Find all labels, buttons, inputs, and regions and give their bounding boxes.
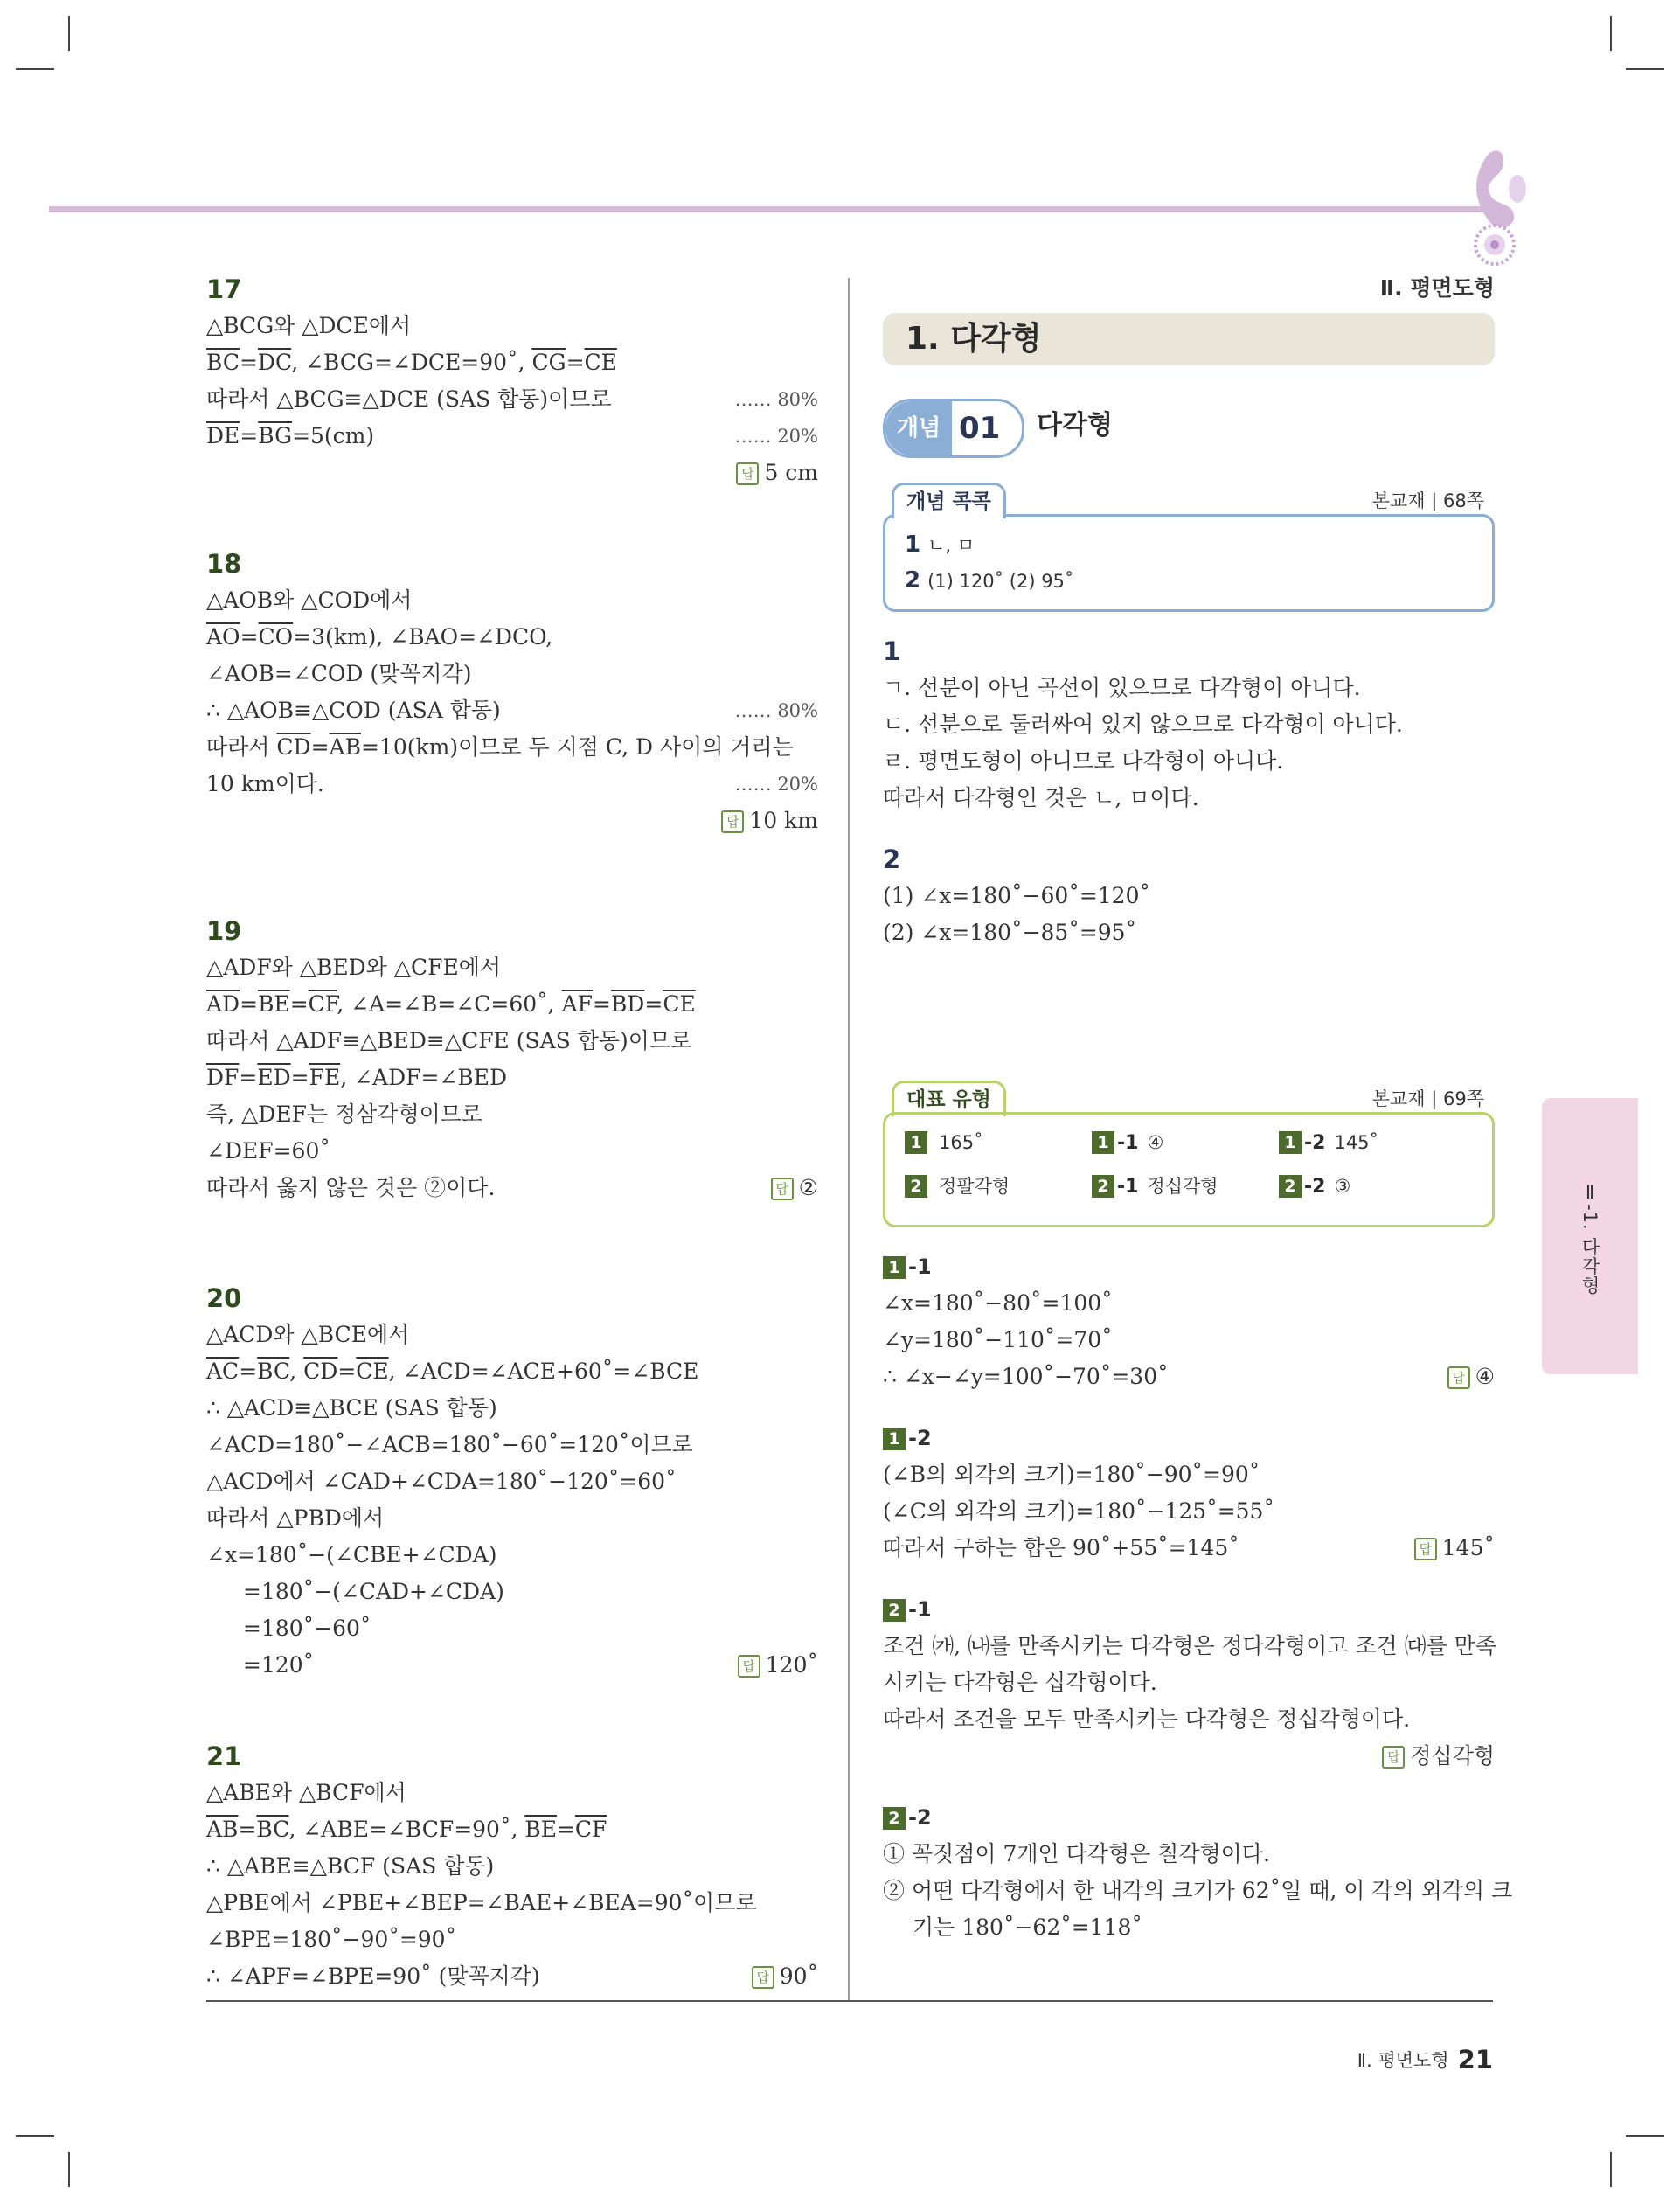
text-line: ∴ ∠APF=∠BPE=90˚ (맞꼭지각) 답 90˚: [206, 1958, 818, 1995]
crop-mark: [1626, 2135, 1664, 2137]
problem-number: 19: [206, 916, 242, 946]
number-badge-icon: 2: [883, 1807, 906, 1830]
answer: 답 ④: [1447, 1359, 1495, 1395]
text-line: =180˚−(∠CAD+∠CDA): [243, 1579, 504, 1604]
text-line: =180˚−60˚: [243, 1616, 371, 1641]
answer-badge-icon: 답: [1414, 1538, 1437, 1560]
text-line: 즉, △DEF는 정삼각형이므로: [206, 1102, 483, 1127]
crop-mark: [1610, 16, 1612, 51]
text-line: 조건 ㈎, ㈏를 만족시키는 다각형은 정다각형이고 조건 ㈐를 만족: [883, 1633, 1496, 1658]
problem-number: 20: [206, 1283, 242, 1313]
concept-label: 개념: [885, 401, 952, 455]
answer: 답 90˚: [752, 1958, 818, 1995]
concept-header: [883, 399, 1495, 456]
concept-badge: [883, 399, 1024, 458]
text-line: $\overline{BC}=\overline{DC}$, ∠BCG=∠DCE=90˚, $\overline{CG}=\overline{CE}$: [206, 350, 617, 375]
text-line: 따라서 $\overline{CD}=\overline{AB}=10(km)$이므로 두 지점 C, D 사이의 거리는: [206, 734, 794, 760]
answer-badge-icon: 답: [736, 462, 759, 485]
text-line: $\overline{DE}=\overline{BG}=5(cm)$ …… 20%: [206, 418, 818, 455]
text-line: (∠C의 외각의 크기)=180˚−125˚=55˚: [883, 1498, 1274, 1524]
text-line: 따라서 △PBD에서: [206, 1505, 385, 1531]
text-line: ㄹ. 평면도형이 아니므로 다각형이 아니다.: [883, 748, 1284, 774]
crop-mark: [16, 68, 54, 70]
text-line: ① 꼭짓점이 7개인 다각형은 칠각형이다.: [883, 1841, 1270, 1866]
text-line: ∴ △ABE≡△BCF (SAS 합동): [206, 1853, 495, 1879]
explanation-2: [883, 841, 1495, 951]
section-title: 1. 다각형: [883, 313, 1495, 365]
text-line: ∠BPE=180˚−90˚=90˚: [206, 1927, 457, 1952]
answer-badge-icon: 답: [1382, 1746, 1405, 1769]
answer-badge-icon: 답: [738, 1655, 760, 1678]
flower-ornament-icon: [1460, 140, 1530, 271]
type-answer: 1 -1 ④: [1092, 1127, 1163, 1159]
solution-18: [206, 546, 818, 839]
text-line: $\overline{AC}=\overline{BC}$, $\overline{CD}=\overline{CE}$, ∠ACD=∠ACE+60˚=∠BCE: [206, 1359, 699, 1384]
header-rule: [49, 206, 1500, 212]
text-line: ㄱ. 선분이 아닌 곡선이 있으므로 다각형이 아니다.: [883, 675, 1361, 700]
type-label: 2 -2: [883, 1799, 1495, 1836]
page-number: 21: [1457, 2045, 1493, 2074]
type-box-tab: 대표 유형: [892, 1081, 1006, 1116]
answer-badge-icon: 답: [721, 810, 744, 833]
text-line: 따라서 옳지 않은 것은 ②이다. 답 ②: [206, 1170, 818, 1206]
text-line: △AOB와 △COD에서: [206, 587, 413, 613]
side-tab-label: Ⅱ-1. 다각형: [1579, 1182, 1600, 1296]
page-footer: [1357, 2042, 1493, 2078]
text-line: $\overline{AB}=\overline{BC}$, ∠ABE=∠BCF=90˚, $\overline{BE}=\overline{CF}$: [206, 1817, 607, 1842]
type-answer: 1 165˚: [905, 1127, 983, 1159]
crop-mark: [1626, 68, 1664, 70]
text-line: ∴ △ACD≡△BCE (SAS 합동): [206, 1395, 497, 1421]
score-percent: …… 20%: [734, 426, 818, 447]
text-line: △PBE에서 ∠PBE+∠BEP=∠BAE+∠BEA=90˚이므로: [206, 1890, 757, 1915]
number-badge-icon: 1: [1092, 1131, 1114, 1154]
text-line: ∠x=180˚−(∠CBE+∠CDA): [206, 1542, 497, 1567]
type-answer-box: [883, 1112, 1495, 1227]
text-line: △ACD와 △BCE에서: [206, 1322, 410, 1347]
number-badge-icon: 1: [905, 1131, 927, 1154]
number-badge-icon: 1: [1279, 1131, 1302, 1154]
answer: 답 5 cm: [206, 455, 818, 491]
text-line: 따라서 △ADF≡△BED≡△CFE (SAS 합동)이므로: [206, 1028, 692, 1053]
text-line: (∠B의 외각의 크기)=180˚−90˚=90˚: [883, 1462, 1260, 1487]
concept-title: 다각형: [1037, 410, 1113, 441]
concept-box-header: [883, 483, 1495, 516]
left-column: [206, 271, 818, 1995]
box-row: 1 ㄴ, ㅁ: [905, 532, 975, 558]
solution-21: [206, 1738, 818, 1995]
text-line: ∠DEF=60˚: [206, 1138, 330, 1164]
text-line: 따라서 다각형인 것은 ㄴ, ㅁ이다.: [883, 785, 1199, 810]
type-label: 2 -1: [883, 1591, 1495, 1628]
textbook-reference: 본교재 | 68쪽: [1371, 490, 1484, 511]
type-solution-1-2: [883, 1420, 1495, 1567]
answer-badge-icon: 답: [771, 1178, 794, 1200]
text-line: 따라서 △BCG≡△DCE (SAS 합동)이므로 …… 80%: [206, 381, 818, 418]
chapter-side-tab: [1542, 1098, 1638, 1374]
text-line: (2) ∠x=180˚−85˚=95˚: [883, 920, 1137, 945]
crop-mark: [68, 2152, 70, 2187]
solution-20: [206, 1280, 818, 1684]
text-line: △BCG와 △DCE에서: [206, 313, 412, 338]
chapter-tag: Ⅱ. 평면도형: [1379, 275, 1495, 301]
text-line: $\overline{AD}=\overline{BE}=\overline{CF}$, ∠A=∠B=∠C=60˚, $\overline{AF}=\overline{BD}=\overline{CE}$: [206, 991, 696, 1017]
footer-rule: [206, 2000, 1493, 2002]
solution-17: [206, 271, 818, 491]
score-percent: …… 80%: [734, 700, 818, 721]
text-line: 따라서 구하는 합은 90˚+55˚=145˚ 답 145˚: [883, 1530, 1495, 1567]
text-line: =120˚ 답 120˚: [206, 1647, 818, 1684]
text-line: $\overline{AO}=\overline{CO}=3(km)$, ∠BAO=∠DCO,: [206, 624, 553, 650]
text-line: $\overline{DF}=\overline{ED}=\overline{FE}$, ∠ADF=∠BED: [206, 1065, 508, 1090]
problem-number: 2: [883, 844, 901, 874]
text-line: ∠AOB=∠COD (맞꼭지각): [206, 661, 472, 686]
text-line: ∠y=180˚−110˚=70˚: [883, 1327, 1113, 1352]
problem-number: 17: [206, 275, 242, 304]
problem-number: 21: [206, 1741, 242, 1771]
answer: 답 10 km: [206, 803, 818, 839]
text-line: 10 km이다. …… 20%: [206, 766, 818, 803]
score-percent: …… 20%: [734, 774, 818, 795]
number-badge-icon: 2: [1279, 1175, 1302, 1198]
footer-chapter: Ⅱ. 평면도형: [1357, 2050, 1449, 2071]
text-line: △ADF와 △BED와 △CFE에서: [206, 955, 502, 980]
number-badge-icon: 1: [883, 1428, 906, 1450]
solution-19: [206, 913, 818, 1206]
column-divider: [848, 278, 850, 2000]
number-badge-icon: 2: [905, 1175, 927, 1198]
type-box-header: [883, 1081, 1495, 1114]
text-line: ∠x=180˚−80˚=100˚: [883, 1290, 1113, 1316]
type-solution-2-1: [883, 1591, 1495, 1775]
answer: 답 145˚: [1414, 1530, 1495, 1567]
textbook-reference: 본교재 | 69쪽: [1371, 1088, 1484, 1109]
text-line: 시키는 다각형은 십각형이다.: [883, 1670, 1157, 1695]
box-row: 2 (1) 120˚ (2) 95˚: [905, 567, 1074, 594]
number-badge-icon: 1: [883, 1256, 906, 1279]
crop-mark: [1610, 2152, 1612, 2187]
number-badge-icon: 2: [883, 1599, 906, 1622]
type-answer: 1 -2 145˚: [1279, 1127, 1378, 1159]
explanation-1: [883, 633, 1495, 817]
answer: 답 정십각형: [883, 1738, 1495, 1775]
type-label: 1 -1: [883, 1248, 1495, 1285]
concept-answer-box: [883, 514, 1495, 612]
score-percent: …… 80%: [734, 389, 818, 410]
text-line: △ABE와 △BCF에서: [206, 1780, 406, 1805]
text-line: 따라서 조건을 모두 만족시키는 다각형은 정십각형이다.: [883, 1706, 1411, 1732]
text-line: ㄷ. 선분으로 둘러싸여 있지 않으므로 다각형이 아니다.: [883, 712, 1403, 737]
type-label: 1 -2: [883, 1420, 1495, 1456]
text-line: △ACD에서 ∠CAD+∠CDA=180˚−120˚=60˚: [206, 1469, 677, 1494]
text-line: ② 어떤 다각형에서 한 내각의 크기가 62˚일 때, 이 각의 외각의 크: [883, 1878, 1513, 1903]
text-line: ∴ △AOB≡△COD (ASA 합동) …… 80%: [206, 692, 818, 729]
concept-number: 01: [959, 411, 1001, 446]
number-badge-icon: 2: [1092, 1175, 1114, 1198]
text-line: 기는 180˚−62˚=118˚: [913, 1915, 1142, 1940]
crop-mark: [16, 2135, 54, 2137]
answer-badge-icon: 답: [752, 1966, 774, 1989]
type-answer: 2 정팔각형: [905, 1171, 1010, 1203]
text-line: (1) ∠x=180˚−60˚=120˚: [883, 883, 1150, 908]
type-solution-1-1: [883, 1248, 1495, 1395]
answer: 답 ②: [771, 1170, 818, 1206]
text-line: ∴ ∠x−∠y=100˚−70˚=30˚ 답 ④: [883, 1359, 1495, 1395]
crop-mark: [68, 16, 70, 51]
problem-number: 18: [206, 549, 242, 579]
problem-number: 1: [883, 636, 901, 666]
type-answer: 2 -2 ③: [1279, 1171, 1350, 1203]
answer-badge-icon: 답: [1447, 1366, 1470, 1389]
type-solution-2-2: [883, 1799, 1513, 1946]
answer: 답 120˚: [738, 1647, 818, 1684]
right-column: [883, 271, 1513, 1946]
type-answer: 2 -1 정십각형: [1092, 1171, 1218, 1203]
concept-box-tab: 개념 콕콕: [892, 483, 1006, 518]
text-line: ∠ACD=180˚−∠ACB=180˚−60˚=120˚이므로: [206, 1432, 693, 1457]
